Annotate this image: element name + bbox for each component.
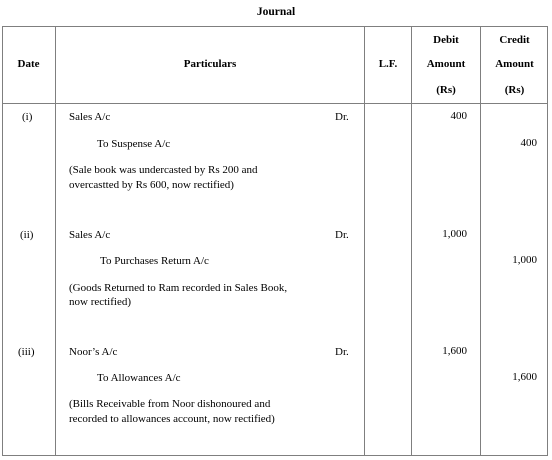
- entry-narration-line2: overcastted by Rs 600, now rectified): [69, 179, 234, 191]
- entry-credit-account: To Suspense A/c: [97, 138, 171, 150]
- entry-credit-account: To Purchases Return A/c: [100, 255, 209, 267]
- header-credit-line3: (Rs): [504, 84, 525, 96]
- entry-narration-line1: (Goods Returned to Ram recorded in Sales Book,: [69, 282, 288, 294]
- entry-narration-line1: (Sale book was undercasted by Rs 200 and: [69, 164, 258, 176]
- entry-narration-line2: recorded to allowances account, now rectified): [69, 413, 275, 425]
- header-particulars: Particulars: [183, 58, 237, 70]
- entry-narration-line1: (Bills Receivable from Noor dishonoured and: [69, 398, 271, 410]
- entry-credit-amount: 400: [520, 137, 537, 149]
- entry-debit-amount: 400: [450, 110, 467, 122]
- entry-dr-label: Dr.: [335, 229, 349, 241]
- column-divider-date: [55, 26, 56, 456]
- header-credit-line2: Amount: [495, 58, 534, 70]
- entry-date: (i): [22, 111, 33, 123]
- entry-narration-line2: now rectified): [69, 296, 131, 308]
- entry-debit-account: Sales A/c: [69, 111, 111, 123]
- entry-debit-account: Noor’s A/c: [69, 346, 118, 358]
- header-divider: [2, 103, 548, 104]
- header-debit-line2: Amount: [426, 58, 466, 70]
- header-lf: L.F.: [378, 58, 398, 70]
- entry-credit-account: To Allowances A/c: [97, 372, 181, 384]
- entry-dr-label: Dr.: [335, 346, 349, 358]
- entry-date: (iii): [18, 346, 35, 358]
- entry-dr-label: Dr.: [335, 111, 349, 123]
- column-divider-particulars: [364, 26, 365, 456]
- entry-date: (ii): [20, 229, 34, 241]
- journal-title: Journal: [256, 6, 296, 18]
- entry-debit-account: Sales A/c: [69, 229, 111, 241]
- header-debit-line1: Debit: [433, 34, 459, 46]
- header-date: Date: [17, 58, 40, 70]
- header-debit-line3: (Rs): [436, 84, 456, 96]
- header-credit-line1: Credit: [499, 34, 530, 46]
- entry-credit-amount: 1,000: [512, 254, 537, 266]
- entry-credit-amount: 1,600: [512, 371, 537, 383]
- entry-debit-amount: 1,000: [442, 228, 467, 240]
- entry-debit-amount: 1,600: [442, 345, 467, 357]
